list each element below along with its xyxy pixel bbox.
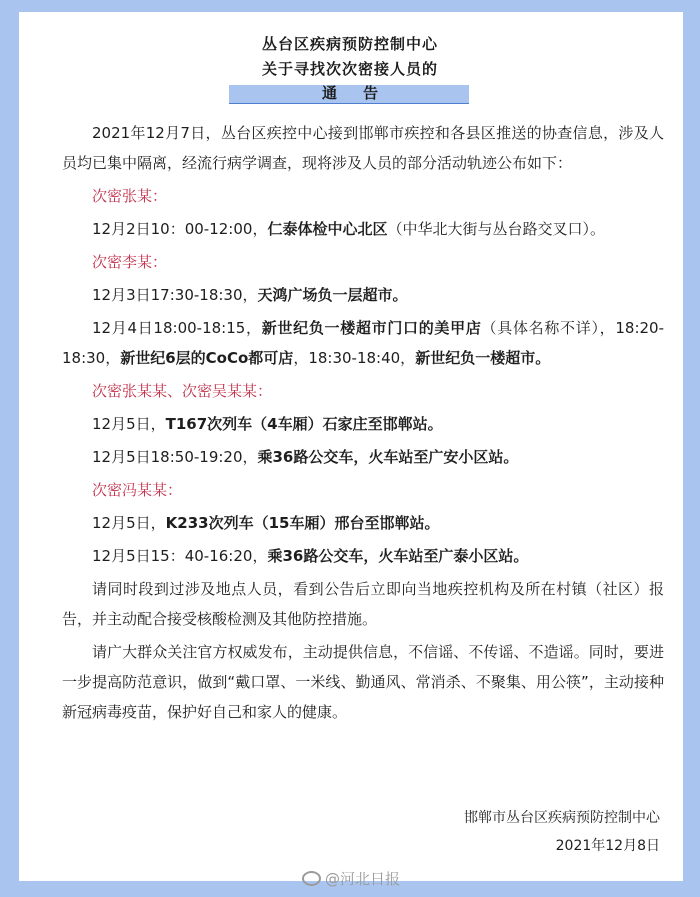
person3-event2 xyxy=(62,442,664,472)
weibo-icon xyxy=(302,871,321,886)
event-place: 新世纪6层的CoCo都可店 xyxy=(120,349,294,367)
request-paragraph: 请同时段到过涉及地点人员，看到公告后立即向当地疾控机构及所在村镇（社区）报告，并主动配合接受核酸检测及其他防控措施。 xyxy=(62,580,664,628)
event-time: 12月5日15：40-16:20， xyxy=(92,547,268,565)
person3-event1 xyxy=(62,409,664,439)
person1-event1 xyxy=(62,214,664,244)
person4-heading: 次密冯某某： xyxy=(92,481,183,499)
signature-org: 邯郸市丛台区疾病预防控制中心 xyxy=(464,810,660,826)
event-place: T167次列车（4车厢）石家庄至邯郸站。 xyxy=(165,415,443,433)
event-time: 12月5日18:50-19:20， xyxy=(92,448,258,466)
event-place: 仁泰体检中心北区 xyxy=(267,220,388,238)
event-place: 天鸿广场负一层超市。 xyxy=(257,286,408,304)
event-detail: （中华北大街与丛台路交叉口）。 xyxy=(387,220,605,238)
notice-title-line1: 丛台区疾病预防控制中心 xyxy=(261,35,438,53)
notice-body xyxy=(62,118,664,727)
event-place: 新世纪负一楼超市。 xyxy=(415,349,551,367)
person2-event1 xyxy=(62,280,664,310)
signature-date: 2021年12月8日 xyxy=(555,838,660,854)
weibo-watermark xyxy=(302,868,400,889)
watermark-text: @河北日报 xyxy=(325,870,401,888)
event-detail: ，18:30-18:40， xyxy=(293,349,416,367)
event-place: 乘36路公交车，火车站至广泰小区站。 xyxy=(267,547,529,565)
appeal-paragraph: 请广大群众关注官方权威发布，主动提供信息，不信谣、不传谣、不造谣。同时，要进一步提高防范意识，做到“戴口罩、一米线、勤通风、常消杀、不聚集、用公筷”，主动接种新冠病毒疫苗，保护好自己和家人的健康。 xyxy=(62,643,664,721)
person4-event2 xyxy=(62,541,664,571)
person1-heading: 次密张某： xyxy=(92,187,168,205)
notice-title-line2: 关于寻找次次密接人员的 xyxy=(261,60,438,78)
event-time: 12月2日10：00-12:00， xyxy=(92,220,268,238)
event-place: 乘36路公交车，火车站至广安小区站。 xyxy=(257,448,519,466)
event-time: 12月3日17:30-18:30， xyxy=(92,286,258,304)
event-time: 12月4日18:00-18:15， xyxy=(92,319,262,337)
intro-paragraph: 2021年12月7日，丛台区疾控中心接到邯郸市疾控和各县区推送的协查信息，涉及人员均已集中隔离，经流行病学调查，现将涉及人员的部分活动轨迹公布如下： xyxy=(62,124,664,172)
notice-title-line3: 通告 xyxy=(321,84,404,102)
event-detail: （具体名称不详），18:20-18:30， xyxy=(62,319,664,367)
person4-event1 xyxy=(62,508,664,538)
person2-heading: 次密李某： xyxy=(92,253,168,271)
event-time: 12月5日， xyxy=(92,514,166,532)
person2-event2 xyxy=(62,313,664,373)
person3-heading: 次密张某某、次密吴某某： xyxy=(92,382,273,400)
event-time: 12月5日， xyxy=(92,415,166,433)
event-place: 新世纪负一楼超市门口的美甲店 xyxy=(261,319,482,337)
event-place: K233次列车（15车厢）邢台至邯郸站。 xyxy=(165,514,440,532)
